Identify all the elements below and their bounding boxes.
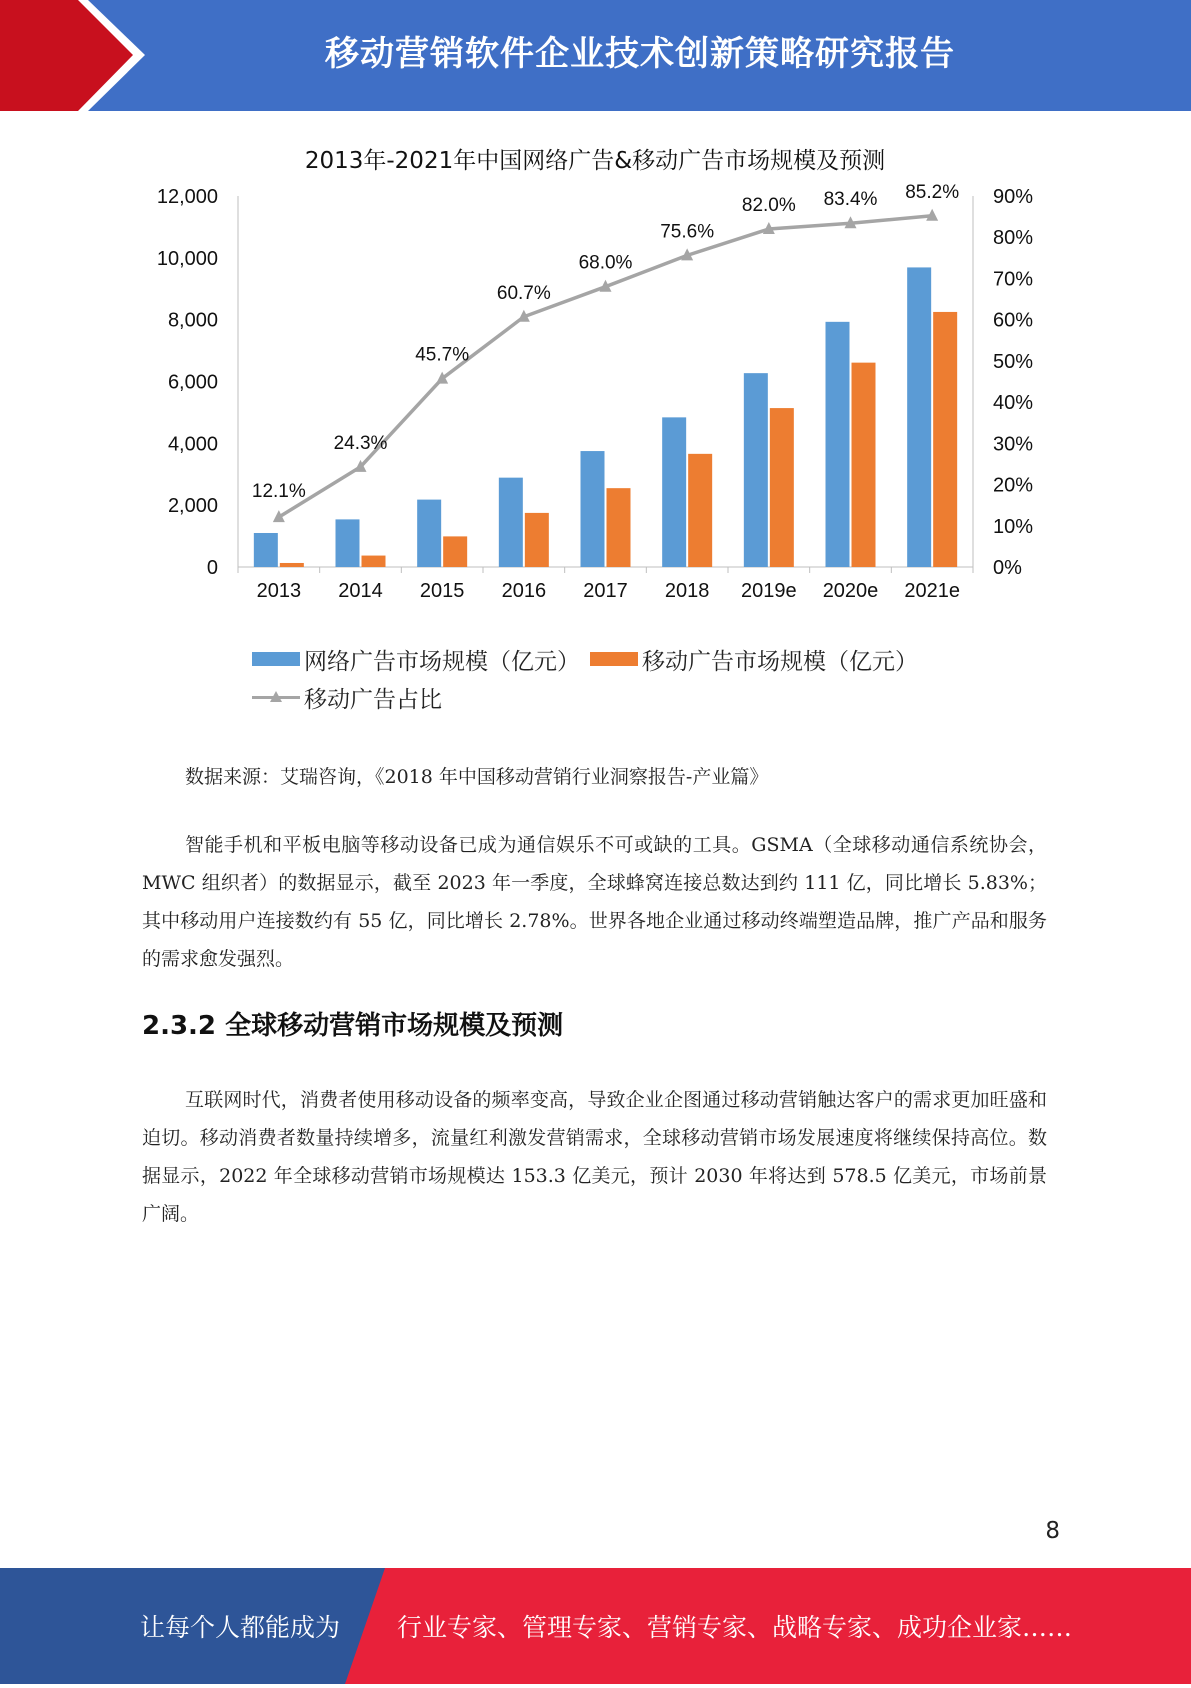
legend-label: 移动广告市场规模（亿元）	[642, 648, 918, 675]
y-right-tick-label: 60%	[993, 309, 1034, 332]
page-header	[0, 0, 1191, 111]
data-label-mobile-share: 75.6%	[660, 221, 715, 243]
x-tick-label: 2019e	[741, 580, 797, 602]
bar-mobile-ads	[280, 563, 304, 567]
bar-online-ads	[417, 500, 441, 567]
y-right-tick-label: 50%	[993, 350, 1034, 373]
bar-mobile-ads	[770, 408, 794, 567]
legend-item-mobile-share	[252, 681, 442, 714]
bar-mobile-ads	[362, 556, 386, 567]
bar-mobile-ads	[688, 454, 712, 567]
data-label-mobile-share: 68.0%	[578, 252, 633, 274]
data-label-mobile-share: 82.0%	[741, 194, 796, 216]
footer-slogan-left: 让每个人都能成为	[140, 1613, 341, 1642]
y-right-tick-label: 0%	[993, 557, 1022, 579]
bar-online-ads	[744, 373, 768, 567]
legend-label: 移动广告占比	[304, 686, 442, 713]
body-paragraph: 智能手机和平板电脑等移动设备已成为通信娱乐不可或缺的工具。GSMA（全球移动通信系统协会，MWC 组织者）的数据显示，截至 2023 年一季度，全球蜂窝连接总数达到约 111 亿，同比增长 5.83%；其中移动用户连接数约有 55 亿，同比增长 2.78%。世界各地企业通过移动终端塑造品牌，推广产品和服务的需求愈发强烈。	[142, 834, 1047, 970]
data-label-mobile-share: 12.1%	[251, 481, 306, 503]
bar-online-ads	[826, 322, 850, 567]
bar-online-ads	[254, 533, 278, 567]
data-label-mobile-share: 45.7%	[415, 344, 470, 366]
report-title: 移动营销软件企业技术创新策略研究报告	[325, 34, 955, 74]
bar-online-ads	[581, 451, 605, 567]
data-source-note: 数据来源：艾瑞咨询，《2018 年中国移动营销行业洞察报告-产业篇》	[185, 766, 769, 788]
section-heading: 2.3.2 全球移动营销市场规模及预测	[142, 1011, 564, 1041]
bar-mobile-ads	[852, 363, 876, 567]
footer-slogan-right: 行业专家、管理专家、营销专家、战略专家、成功企业家……	[397, 1613, 1073, 1642]
data-label-mobile-share: 83.4%	[823, 189, 878, 211]
bar-online-ads	[907, 267, 931, 567]
bar-online-ads	[336, 519, 360, 567]
bar-mobile-ads	[443, 536, 467, 567]
x-tick-label: 2015	[419, 580, 465, 602]
x-tick-label: 2018	[664, 580, 710, 602]
x-tick-label: 2016	[501, 580, 547, 602]
chart-legend	[252, 640, 928, 716]
x-tick-label: 2013	[256, 580, 302, 602]
x-tick-label: 2021e	[904, 580, 960, 602]
bar-online-ads	[499, 478, 523, 567]
legend-item-online-ads	[252, 643, 580, 676]
y-right-tick-label: 20%	[993, 474, 1034, 497]
bar-mobile-ads	[525, 513, 549, 567]
legend-swatch-blue	[252, 652, 300, 666]
data-label-mobile-share: 60.7%	[496, 282, 551, 304]
page-footer	[0, 1568, 1191, 1684]
y-left-tick-label: 8,000	[167, 309, 218, 332]
bar-mobile-ads	[933, 312, 957, 567]
bar-online-ads	[662, 417, 686, 567]
legend-swatch-orange	[590, 652, 638, 666]
bar-mobile-ads	[607, 488, 631, 567]
y-right-tick-label: 70%	[993, 268, 1034, 291]
page-number: 8	[1045, 1518, 1060, 1544]
y-right-tick-label: 30%	[993, 433, 1034, 456]
x-tick-label: 2017	[583, 580, 628, 602]
header-chevron-decoration	[0, 0, 150, 111]
market-size-chart	[130, 130, 1060, 720]
chart-title: 2013年-2021年中国网络广告&移动广告市场规模及预测	[304, 148, 886, 174]
y-left-tick-label: 6,000	[167, 371, 218, 394]
legend-label: 网络广告市场规模（亿元）	[304, 648, 580, 675]
x-tick-label: 2014	[338, 580, 383, 602]
legend-swatch-line-triangle	[252, 690, 300, 704]
y-left-tick-label: 4,000	[167, 433, 218, 456]
y-left-tick-label: 0	[206, 557, 218, 579]
x-tick-label: 2020e	[822, 580, 879, 602]
data-label-mobile-share: 24.3%	[333, 432, 388, 454]
y-right-tick-label: 40%	[993, 392, 1034, 415]
body-paragraph: 互联网时代，消费者使用移动设备的频率变高，导致企业企图通过移动营销触达客户的需求更加旺盛和迫切。移动消费者数量持续增多，流量红利激发营销需求，全球移动营销市场发展速度将继续保持高位。数据显示，2022 年全球移动营销市场规模达 153.3 亿美元，预计 2030 年将达到 578.5 亿美元，市场前景广阔。	[142, 1089, 1047, 1225]
chart-canvas	[130, 130, 1060, 630]
legend-item-mobile-ads	[590, 643, 918, 676]
y-right-tick-label: 10%	[993, 515, 1034, 538]
y-left-tick-label: 10,000	[156, 247, 218, 270]
y-right-tick-label: 80%	[993, 227, 1034, 250]
y-left-tick-label: 2,000	[167, 495, 218, 518]
y-right-tick-label: 90%	[993, 186, 1034, 208]
y-left-tick-label: 12,000	[156, 186, 218, 208]
data-label-mobile-share: 85.2%	[905, 181, 960, 203]
